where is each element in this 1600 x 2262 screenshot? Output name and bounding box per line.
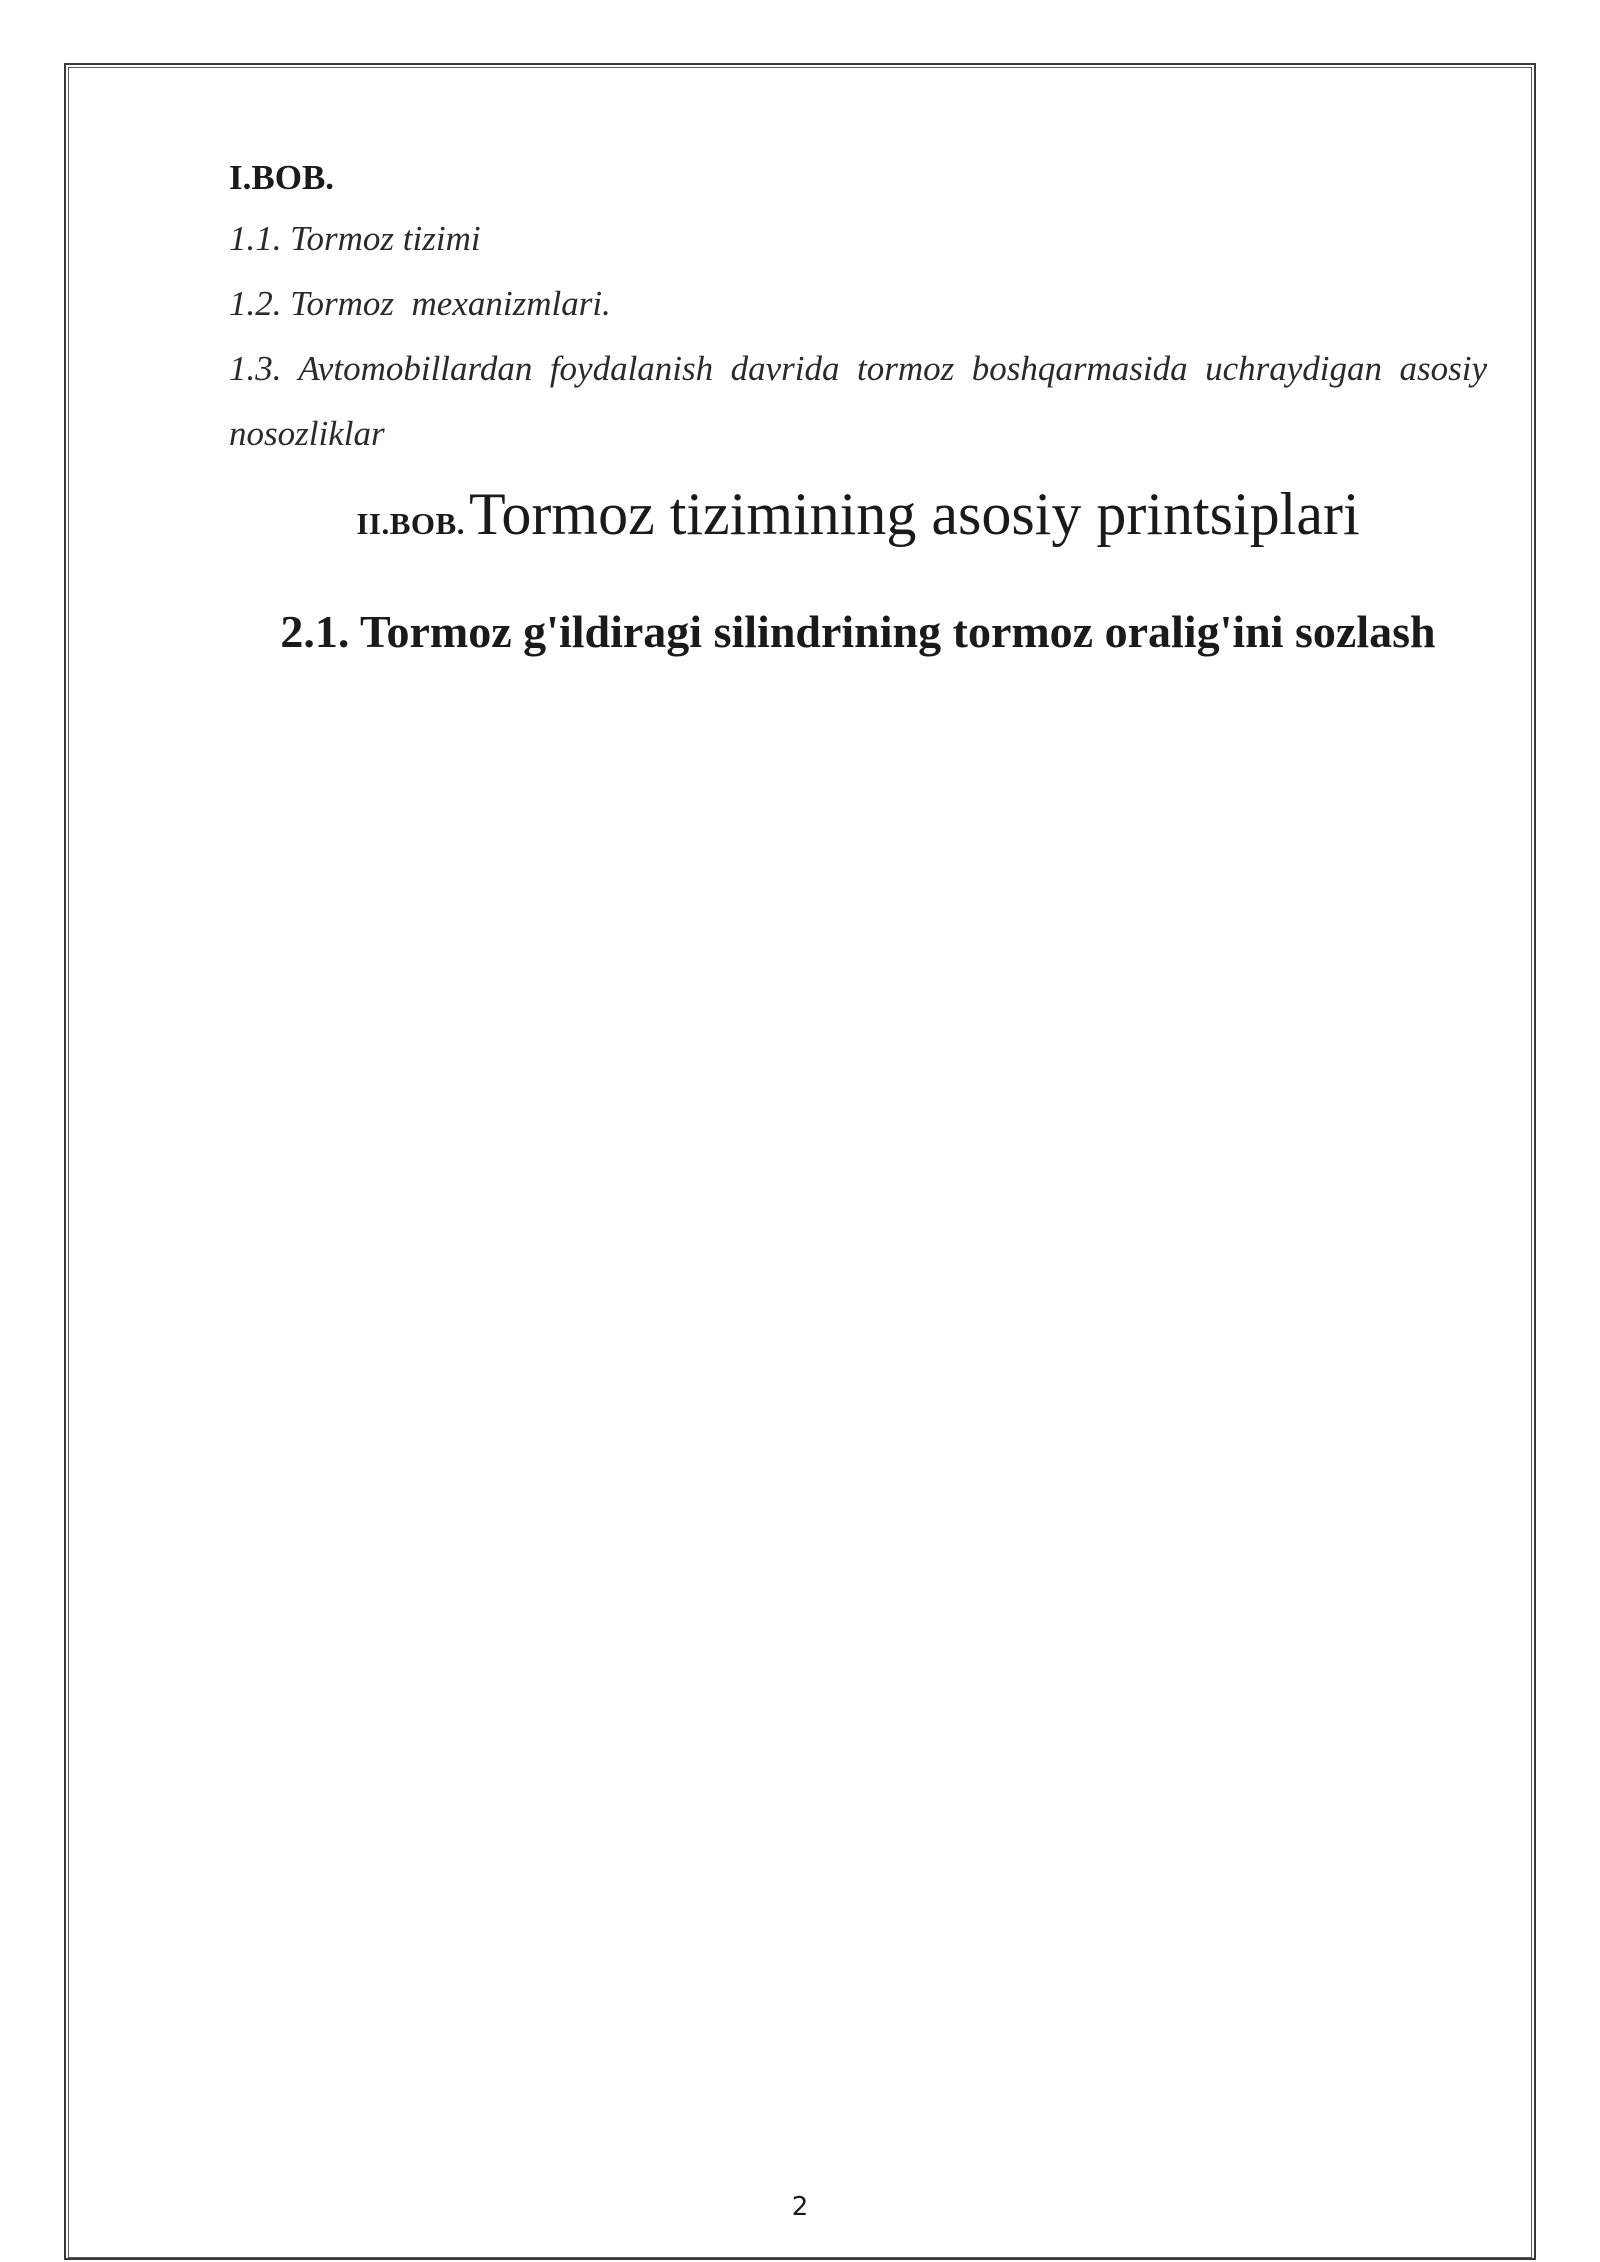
chapter-two-prefix: II.BOB. (356, 506, 465, 541)
page-content (229, 150, 1487, 657)
toc-item-1-1: 1.1. Tormoz tizimi (229, 219, 481, 258)
chapter-two-title: Tormoz tizimining asosiy printsiplari (468, 481, 1360, 547)
chapter-one-heading: I.BOB. (229, 158, 335, 197)
section-heading: 2.1. Tormoz g'ildiragi silindrining tormoz oralig'ini sozlash (280, 606, 1436, 657)
toc-item-1-3: 1.3. Avtomobillardan foydalanish davrida tormoz boshqarmasida uchraydigan asosiy nosozliklar (229, 349, 1487, 453)
toc-item-1-2: 1.2. Tormoz mexanizmlari. (229, 284, 611, 323)
page-number: 2 (791, 2192, 809, 2222)
chapter-two-heading (229, 480, 1487, 549)
